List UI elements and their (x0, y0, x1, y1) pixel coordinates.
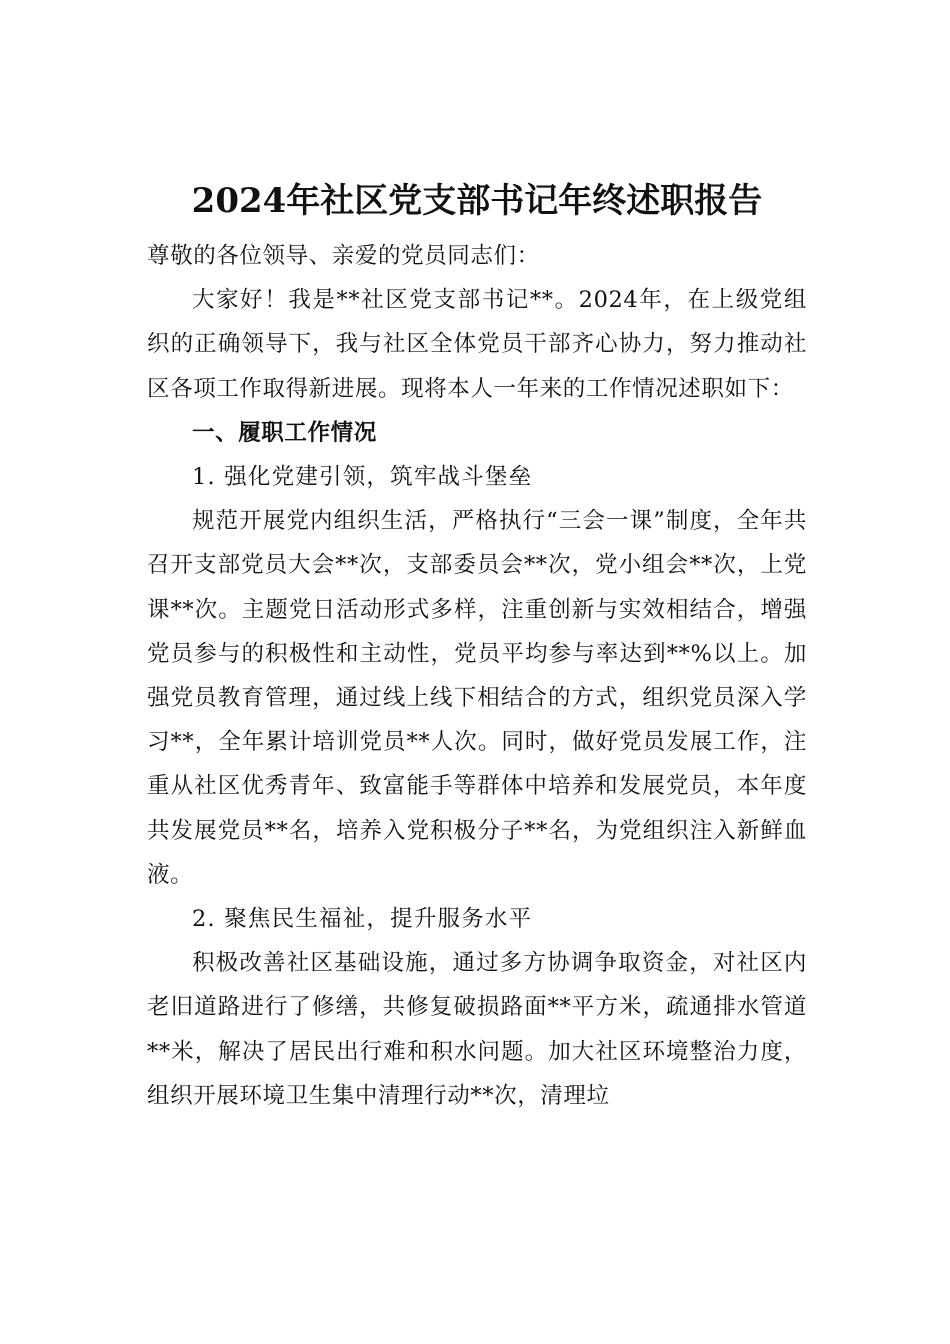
item-heading-2: 2. 聚焦民生福祉，提升服务水平 (192, 906, 533, 933)
salutation: 尊敬的各位领导、亲爱的党员同志们： (147, 243, 540, 269)
document-title: 2024年社区党支部书记年终述职报告 (191, 181, 763, 221)
item-heading-1: 1. 强化党建引领，筑牢战斗堡垒 (192, 464, 533, 491)
document-content (147, 170, 807, 1118)
section-heading: 一、履职工作情况 (192, 419, 377, 446)
item-body-1: 规范开展党内组织生活，严格执行“三会一课”制度，全年共召开支部党员大会**次，支部委员会**次，党小组会**次，上党课**次。主题党日活动形式多样，注重创新与实效相结合，增强党员参与的积极性和主动性，党员平均参与率达到**%以上。加强党员教育管理，通过线上线下相结合的方式，组织党员深入学习**，全年累计培训党员**人次。同时，做好党员发展工作，注重从社区优秀青年、致富能手等群体中培养和发展党员，本年度共发展党员**名，培养入党积极分子**名，为党组织注入新鲜血液。 (147, 508, 807, 888)
item-body-2: 积极改善社区基础设施，通过多方协调争取资金，对社区内老旧道路进行了修缮，共修复破损路面**平方米，疏通排水管道**米，解决了居民出行难和积水问题。加大社区环境整治力度，组织开展环境卫生集中清理行动**次，清理垃 (147, 950, 807, 1109)
intro-paragraph: 大家好！我是**社区党支部书记**。2024年，在上级党组织的正确领导下，我与社区全体党员干部齐心协力，努力推动社区各项工作取得新进展。现将本人一年来的工作情况述职如下： (147, 287, 807, 402)
